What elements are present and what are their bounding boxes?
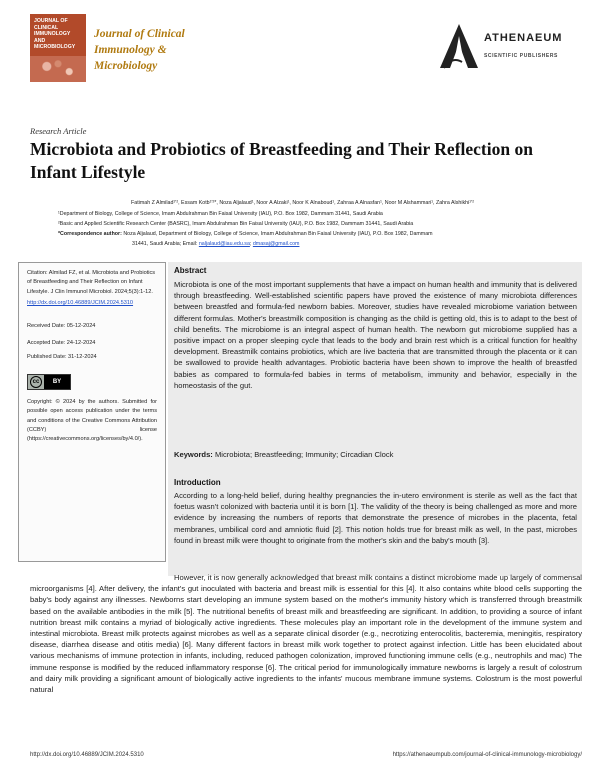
microbe-illustration [30, 56, 86, 82]
author-list: Fatimah Z Almilad¹ʼ², Essam Kotb¹ʼ²*, Noza Aljalaud¹, Noor A Alzaki¹, Noor K Alnaboud¹, Zahraa A Alnasfan¹, Noor M Alshammari¹, Zahra Alshikhi¹ʼ² [131, 200, 474, 206]
doi-link[interactable]: http://dx.doi.org/10.46889/JCIM.2024.5310 [27, 299, 134, 306]
cc-by-label: BY [44, 375, 70, 389]
journal-title-line1: Journal of Clinical [94, 28, 185, 40]
correspondence-text: Noza Aljalaud, Department of Biology, College of Science, Imam Abdulrahman Bin Faisal University (IAU), P.O. Box 1982, Dammam [123, 231, 433, 237]
journal-title [94, 26, 244, 74]
received-date: Received Date: 05-12-2024 [27, 323, 96, 330]
email-link-1[interactable]: naljalaud@iau.edu.sa [198, 241, 250, 247]
keywords-text: Microbiota; Breastfeeding; Immunity; Circadian Clock [214, 450, 394, 459]
affiliation-1: ¹Department of Biology, College of Science, Imam Abdulrahman Bin Faisal University (IAU), P.O. Box 1982, Dammam 31441, Saudi Arabia [58, 211, 383, 217]
publisher-subtitle: SCIENTIFIC PUBLISHERS [484, 53, 558, 59]
journal-title-line3: Microbiology [94, 60, 158, 72]
affiliation-2: ²Basic and Applied Scientific Research Center (BASRC), Imam Abdulrahman Bin Faisal University (IAU), P.O. Box 1982, Dammam 31441, Saudi Arabia [58, 221, 414, 227]
keywords-label: Keywords: [174, 450, 213, 459]
accepted-date: Accepted Date: 24-12-2024 [27, 340, 96, 347]
email-link-2[interactable]: dmasaj@gmail.com [252, 241, 300, 247]
publisher-logo-icon [438, 22, 480, 70]
introduction-heading: Introduction [174, 478, 221, 487]
correspondence [58, 230, 578, 238]
footer-url[interactable]: https://athenaeumpub.com/journal-of-clinical-immunology-microbiology/ [392, 752, 582, 758]
abstract-heading: Abstract [174, 266, 207, 275]
correspondence-line2 [132, 240, 572, 248]
article-type: Research Article [30, 126, 87, 136]
email-separator: ; [249, 241, 252, 247]
correspondence-text-2: 31441, Saudi Arabia; Email: [132, 241, 198, 247]
citation-text: Citation: Almilad FZ, et al. Microbiota and Probiotics of Breastfeeding and Their Reflection on Infant Lifestyle. J Clin Immunol Microbiol. 2024;5(3):1-12. [27, 270, 156, 295]
article-title: Microbiota and Probiotics of Breastfeeding and Their Reflection on Infant Lifestyle [30, 139, 533, 182]
cc-license-badge [27, 374, 71, 390]
correspondence-label: *Correspondence author: [58, 231, 122, 237]
article-info-sidebar [18, 262, 166, 562]
keywords-line [174, 449, 577, 460]
cc-icon: cc [28, 375, 44, 389]
footer-doi[interactable]: http://dx.doi.org/10.46889/JCIM.2024.5310 [30, 752, 144, 758]
introduction-text-box: According to a long-held belief, during healthy pregnancies the in-utero environment is sterile as well as the fact that foetus wasn't colonized with bacteria until it is born [1]. The validity of the theory is being challenged as more and more evidence by increasing the numbers of reports that demonstrate the presence of microbes in the placenta, fetal membranes, umbilical cord and amniotic fluid [2]. This notion holds true for breast milk as well, In the past, microbes found in breast milk were thought to originate from the mother's skin and the baby's mouth [3]. [174, 491, 577, 545]
abstract-text: Microbiota is one of the most important supplements that have a impact on human health and immunity that is delivered through breastfeeding. Well-established scientific papers have proved the existence of many microbiota differences between breastfed and formula-fed newborn babies. Moreover, studies have revealed microbiome variation between different formulas. Mother's breastmilk composition is changing as the child is getting old, this is to adapt to the best of child benefits. The microbiome is an integral aspect of human health. The newborn gut microbiome supplied has a positive impact on a proper sleeping cycle that leads to the body and brain rest which is a critical function for healthy development. Breastmilk contains probiotics, which are live bacteria that are transmitted through the placenta or it can be swallowed to provide health advantages. Probiotic bacteria have been shown to improve the health of breastfed babies as compared to formula-fed babies in terms of metabolism, immunity and behavior, especially in the homeostasis of the gut. [174, 280, 577, 390]
journal-cover-text: JOURNAL OF CLINICAL IMMUNOLOGY AND MICROBIOLOGY [34, 18, 76, 50]
published-date: Published Date: 31-12-2024 [27, 353, 97, 360]
journal-title-line2: Immunology & [94, 44, 167, 56]
publisher-name: ATHENAEUM [484, 32, 563, 44]
introduction-text-full: However, it is now generally acknowledged that breast milk contains a distinct microbiome made up largely of commensal microorganisms [4]. After delivery, the infant's gut inoculated with bacteria and breast milk is essential for this [4]. It also contains white blood cells supporting the baby's body against any illnesses. Newborns start developing an immune system based on the mother's immunity history which is transferred through breastmilk based on the available antibodies in the milk [5]. The nutritional benefits of breast milk and breastfeeding are significant. In addition, to providing a source of infant nutrition breast milk contains a myriad of biologically active ingredients. These molecules play an important role in the development of the immune system and intestinal microbiota. Breast milk protects against microbes as well as a separate clinical disorder (e.g., necrotizing enterocolitis, bacteremia, meningitis, respiratory disease, diarrhea disease and otitis media) [6]. Many different factors in breast milk work together to protect against infection. Little has been elucidated about various mechanisms of immune protection in infants, including, reduced pathogen colonization, improved functioning immune cells (e.g., neutrophils and mac) The immune response is modified by the reduced inflammatory response [6]. The critical period for immunologically immature newborns is largely a result of colostrum and dairy milk providing a significant amount of biologically active ingredients to the infants' mucous membrane immune systems. Colostrum is the most powerful natural [30, 573, 582, 695]
copyright-text: Copyright: © 2024 by the authors. Submitted for possible open access publication under the terms and conditions of the Creative Commons Attribution (CCBY) license (https://creativecommons.org/licenses/by/4.0/). [27, 399, 157, 443]
journal-cover-image [30, 14, 86, 82]
